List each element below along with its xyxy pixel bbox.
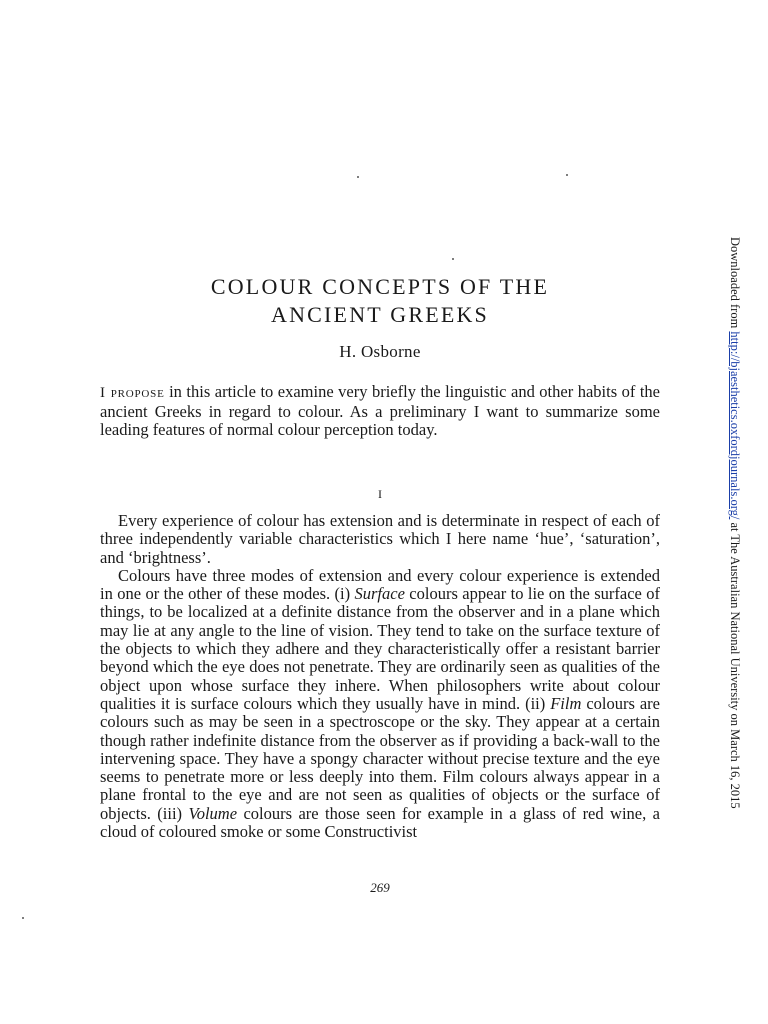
scan-speck [566, 174, 568, 176]
body-text [100, 512, 660, 841]
intro-text: in this article to examine very briefly the linguistic and other habits of the ancient Greeks in regard to colour. As a preliminary I want to summarize some leading features of normal colour perception today. [100, 382, 660, 439]
body-paragraph-2 [100, 567, 660, 841]
scan-speck [452, 258, 454, 260]
surface-emphasis: Surface [354, 584, 405, 604]
body-paragraph-2-part-c: colours are colours such as may be seen in a spectroscope or the sky. They appear at a certain though rather indefinite distance from the observer as if providing a back-wall to the intervening space. They have a spongy character without precise texture and the eye seems to penetrate more or less deeply into them. Film colours always appear in a plane frontal to the eye and are not seen as qualities of objects or the surface of objects. (iii) [100, 693, 660, 823]
film-emphasis: Film [550, 693, 582, 713]
article-title-line-1: COLOUR CONCEPTS OF THE [210, 274, 550, 299]
article-title-line-2: ANCIENT GREEKS [270, 302, 489, 327]
intro-lead-small-caps: I propose [100, 385, 165, 401]
article-author: H. Osborne [339, 342, 421, 361]
scan-speck [357, 176, 359, 178]
body-paragraph-1: Every experience of colour has extension and is determinate in respect of each of three independently variable characteristics which I here name ‘hue’, ‘saturation’, and ‘brightness’. [100, 511, 660, 567]
section-numeral: I [378, 487, 382, 501]
body-paragraph-2-part-d: colours are those seen for example in a glass of red wine, a cloud of coloured smoke or some Constructivist [100, 803, 660, 842]
download-note [726, 237, 744, 809]
download-note-suffix: at The Australian National University on March 16, 2015 [728, 519, 742, 809]
journal-link[interactable]: http://bjaesthetics.oxfordjournals.org/ [728, 331, 742, 520]
body-paragraph-2-part-a: Colours have three modes of extension and every colour experience is extended in one or the other of these modes. (i) [100, 565, 660, 604]
download-note-prefix: Downloaded from [728, 237, 742, 332]
scan-speck [22, 917, 24, 919]
intro-paragraph [100, 383, 660, 440]
page-number: 269 [370, 880, 390, 895]
body-paragraph-2-part-b: colours appear to lie on the surface of things, to be localized at a definite distance from the observer and in a plane which may lie at any angle to the line of vision. They tend to take on the surface texture of the objects to which they adhere and they characteristically offer a resistant barrier beyond which the eye does not penetrate. They are ordinarily seen as qualities of the object upon whose surface they inhere. When philosophers write about colour qualities it is surface colours which they usually have in mind. (ii) [100, 584, 661, 713]
volume-emphasis: Volume [188, 803, 238, 823]
